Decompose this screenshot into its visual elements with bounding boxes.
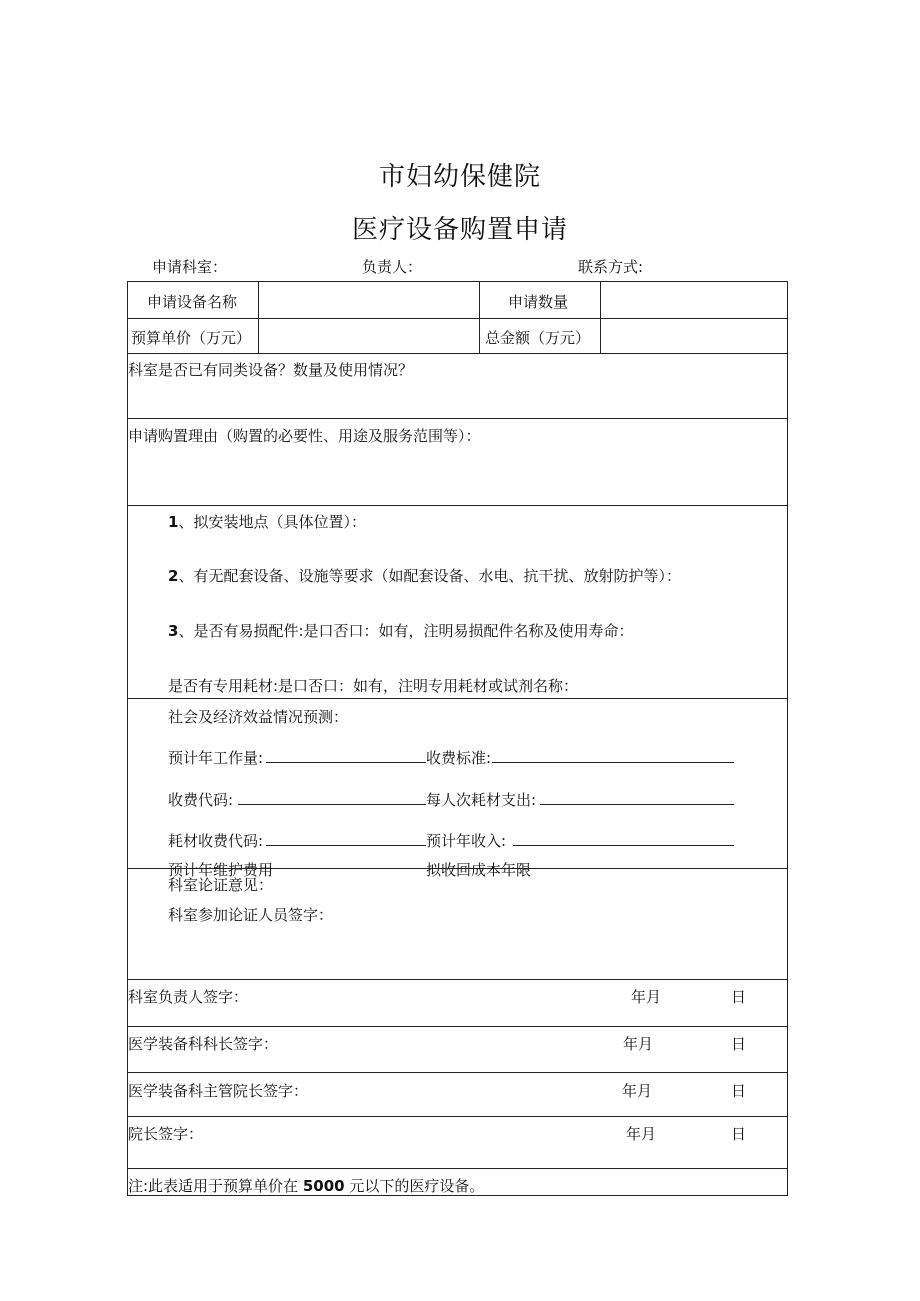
consumable-fee-code-field[interactable] [266, 845, 426, 846]
footnote: 注:此表适用于预算单价在 5000 元以下的医疗设备。 [128, 1177, 485, 1195]
date-day: 日 [731, 988, 747, 1006]
quantity-field[interactable] [602, 283, 786, 317]
fee-code-label: 收费代码: [168, 791, 234, 809]
document-title: 市妇幼保健院 [378, 162, 541, 192]
equipment-chief-signature-label: 医学装备科科长签字： [128, 1035, 279, 1053]
divider [127, 1072, 788, 1073]
responsible-person-label: 负责人： [362, 258, 423, 276]
divider [258, 281, 259, 354]
wearing-parts-question: 3、是否有易损配件:是口否口：如有，注明易损配件名称及使用寿命： [168, 622, 634, 640]
vice-president-signature-label: 医学装备科主管院长签字： [128, 1082, 309, 1100]
date-day: 日 [731, 1035, 747, 1053]
department-opinion-label: 科室论证意见： [168, 876, 274, 894]
divider [127, 418, 788, 419]
install-location-question: 1、拟安装地点（具体位置）： [168, 513, 366, 531]
annual-income-field[interactable] [513, 845, 734, 846]
date-year-month: 年月 [631, 988, 662, 1006]
date-day: 日 [731, 1082, 747, 1100]
cost-recovery-years-label: 拟收回成本年限 [426, 861, 532, 879]
divider [127, 979, 788, 980]
annual-workload-label: 预计年工作量: [168, 749, 264, 767]
divider [127, 353, 788, 354]
annual-workload-field[interactable] [266, 762, 426, 763]
existing-equipment-question: 科室是否已有同类设备？数量及使用情况？ [128, 361, 414, 379]
per-visit-cost-label: 每人次耗材支出: [426, 791, 537, 809]
fee-standard-label: 收费标准: [426, 749, 492, 767]
contact-label: 联系方式: [578, 258, 644, 276]
divider [127, 1026, 788, 1027]
divider [479, 281, 480, 354]
divider [127, 1168, 788, 1169]
fee-standard-field[interactable] [492, 762, 734, 763]
participant-signature-label: 科室参加论证人员签字： [168, 906, 334, 924]
annual-maintenance-label: 预计年维护费用 [168, 861, 274, 879]
date-year-month: 年月 [626, 1125, 657, 1143]
annual-income-label: 预计年收入: [426, 832, 507, 850]
divider [127, 1116, 788, 1117]
purchase-reason-question: 申请购置理由（购置的必要性、用途及服务范围等）： [128, 427, 481, 445]
president-signature-label: 院长签字： [128, 1125, 204, 1143]
unit-price-label: 预算单价（万元） [131, 329, 252, 347]
divider [127, 318, 788, 319]
benefit-heading: 社会及经济效益情况预测： [168, 708, 349, 726]
per-visit-cost-field[interactable] [540, 804, 734, 805]
applying-department-label: 申请科室： [152, 258, 228, 276]
dept-head-signature-label: 科室负责人签字： [128, 988, 249, 1006]
date-year-month: 年月 [623, 1035, 654, 1053]
date-day: 日 [731, 1125, 747, 1143]
device-name-label: 申请设备名称 [147, 293, 238, 311]
quantity-label: 申请数量 [508, 293, 569, 311]
consumable-fee-code-label: 耗材收费代码: [168, 832, 264, 850]
date-year-month: 年月 [622, 1082, 653, 1100]
divider [127, 505, 788, 506]
divider [600, 281, 601, 354]
total-amount-label: 总金额（万元） [485, 329, 591, 347]
document-subtitle: 医疗设备购置申请 [351, 215, 568, 245]
unit-price-field[interactable] [260, 320, 478, 352]
device-name-field[interactable] [260, 283, 478, 317]
supporting-facilities-question: 2、有无配套设备、设施等要求（如配套设备、水电、抗干扰、放射防护等）： [168, 567, 681, 585]
total-amount-field[interactable] [602, 320, 786, 352]
consumables-question: 是否有专用耗材:是口否口：如有，注明专用耗材或试剂名称： [168, 677, 579, 695]
benefit-section [128, 699, 787, 879]
fee-code-field[interactable] [238, 804, 426, 805]
